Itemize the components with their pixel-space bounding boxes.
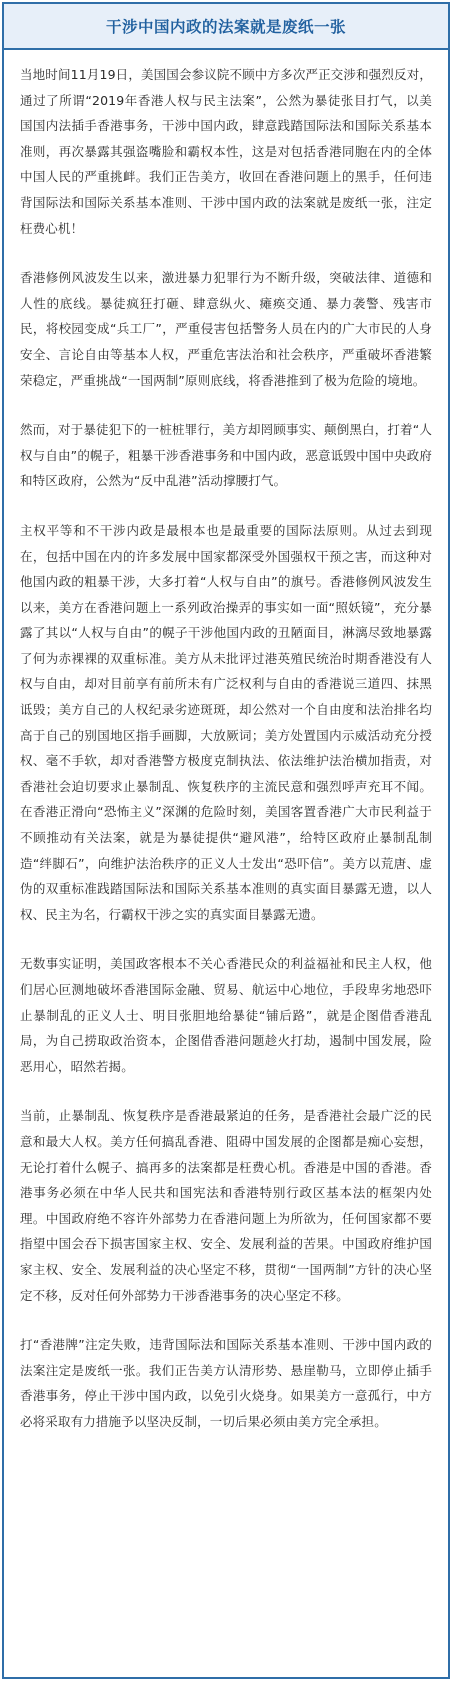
article-body (4, 50, 448, 1435)
paragraph-1: 当地时间11月19日，美国国会参议院不顾中方多次严正交涉和强烈反对，通过了所谓“2019年香港人权与民主法案”，公然为暴徒张目打气，以美国国内法插手香港事务，干涉中国内政，肆意践踏国际法和国际关系基本准则，再次暴露其强盗嘴脸和霸权本性，这是对包括香港同胞在内的全体中国人民的严重挑衅。我们正告美方，收回在香港问题上的黑手，任何违背国际法和国际关系基本准则、干涉中国内政的法案就是废纸一张，注定枉费心机！ (20, 67, 432, 236)
paragraph-4: 主权平等和不干涉内政是最根本也是最重要的国际法原则。从过去到现在，包括中国在内的许多发展中国家都深受外国强权干预之害，而这种对他国内政的粗暴干涉，大多打着“人权与自由”的旗号。香港修例风波发生以来，美方在香港问题上一系列政治操弄的事实如一面“照妖镜”，充分暴露了其以“人权与自由”的幌子干涉他国内政的丑陋面目，淋漓尽致地暴露了何为赤裸裸的双重标准。美方从未批评过港英殖民统治时期香港没有人权与自由，却对目前享有前所未有广泛权利与自由的香港说三道四、抹黑诋毁；美方自己的人权纪录劣迹斑斑，却公然对一个自由度和法治排名均高于自己的别国地区指手画脚，大放厥词；美方处置国内示威活动充分授权、毫不手软，却对香港警方极度克制执法、依法维护法治横加指责，对香港社会迫切要求止暴制乱、恢复秩序的主流民意和强烈呼声充耳不闻。在香港正滑向“恐怖主义”深渊的危险时刻，美国客置香港广大市民利益于不顾推动有关法案，就是为暴徒提供“避风港”，给特区政府止暴制乱制造“绊脚石”，向维护法治秩序的正义人士发出“恐吓信”。美方以荒唐、虚伪的双重标准践踏国际法和国际关系基本准则的真实面目暴露无遗，以人权、民主为名，行霸权干涉之实的真实面目暴露无遗。 (20, 522, 432, 922)
article-frame (2, 2, 450, 1679)
title-bar (4, 4, 448, 50)
paragraph-2: 香港修例风波发生以来，激进暴力犯罪行为不断升级，突破法律、道德和人性的底线。暴徒疯狂打砸、肆意纵火、瘫痪交通、暴力袭警、残害市民，将校园变成“兵工厂”，严重侵害包括警务人员在内的广大市民的人身安全、言论自由等基本人权，严重危害法治和社会秩序，严重破坏香港繁荣稳定，严重挑战“一国两制”原则底线，将香港推到了极为危险的境地。 (20, 270, 432, 388)
article-title: 干涉中国内政的法案就是废纸一张 (105, 18, 346, 36)
paragraph-3: 然而，对于暴徒犯下的一桩桩罪行，美方却罔顾事实、颠倒黑白，打着“人权与自由”的幌子，粗暴干涉香港事务和中国内政，恶意诋毁中国中央政府和特区政府，公然为“反中乱港”活动撑腰打气。 (20, 422, 432, 489)
paragraph-7: 打“香港牌”注定失败，违背国际法和国际关系基本准则、干涉中国内政的法案注定是废纸一张。我们正告美方认清形势、悬崖勒马，立即停止插手香港事务，停止干涉中国内政，以免引火烧身。如果美方一意孤行，中方必将采取有力措施予以坚决反制，一切后果必须由美方完全承担。 (20, 1337, 432, 1429)
paragraph-6: 当前，止暴制乱、恢复秩序是香港最紧迫的任务，是香港社会最广泛的民意和最大人权。美方任何搞乱香港、阻碍中国发展的企图都是痴心妄想，无论打着什么幌子、搞再多的法案都是枉费心机。香港是中国的香港。香港事务必须在中华人民共和国宪法和香港特别行政区基本法的框架内处理。中国政府绝不容许外部势力在香港问题上为所欲为，任何国家都不要指望中国会吞下损害国家主权、安全、发展利益的苦果。中国政府维护国家主权、安全、发展利益的决心坚定不移，贯彻“一国两制”方针的决心坚定不移，反对任何外部势力干涉香港事务的决心坚定不移。 (20, 1108, 432, 1303)
paragraph-5: 无数事实证明，美国政客根本不关心香港民众的利益福祉和民主人权，他们居心叵测地破坏香港国际金融、贸易、航运中心地位，手段卑劣地恐吓止暴制乱的正义人士、明目张胆地给暴徒“铺后路”，就是企图借香港乱局，为自己捞取政治资本，企图借香港问题趁火打劫，遏制中国发展，险恶用心，昭然若揭。 (20, 956, 432, 1074)
